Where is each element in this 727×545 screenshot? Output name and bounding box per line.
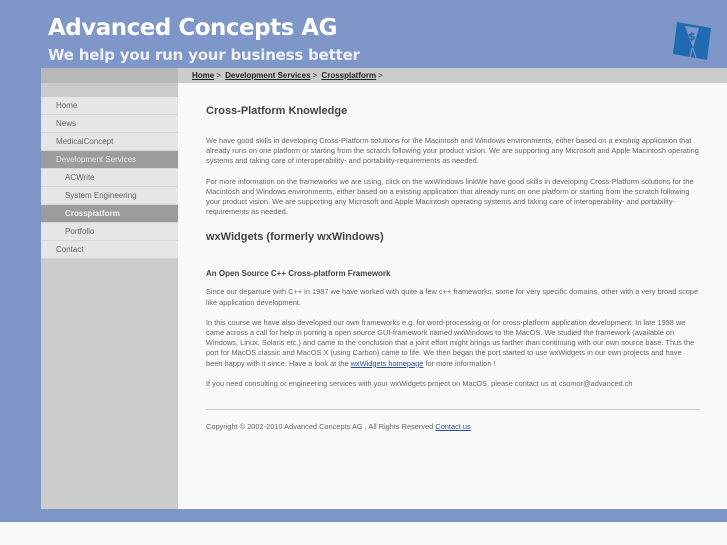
wxwidgets-text-after: for more information ! bbox=[423, 358, 496, 368]
sidebar-spacer bbox=[41, 83, 178, 97]
breadcrumb-separator: > bbox=[216, 71, 221, 80]
contact-paragraph: If you need consulting or engineering services with your wxWidgets project on MacOS, please contact us at csomor@advanced.ch bbox=[206, 378, 633, 388]
intro-paragraph: We have good skills in developing Cross-Platform solutions for the Macintosh and Windows environments, either based on a existing application that already runs on one platform or starting from the scratch following your product vision. We are supporting any Microsoft and Apple Macintosh operating systems and taking care of interoperability- and portability-requirements as needed. bbox=[206, 136, 699, 166]
breadcrumb-separator: > bbox=[312, 71, 318, 80]
section-title-wxwidgets: wxWidgets (formerly wxWindows) bbox=[206, 231, 384, 244]
subsection-title: An Open Source C++ Cross-platform Framework bbox=[206, 269, 391, 279]
site-tagline: We help you run your business better bbox=[48, 46, 360, 64]
breadcrumb-crossplatform-link[interactable]: Crossplatform bbox=[321, 71, 377, 80]
footer-divider bbox=[206, 409, 700, 410]
sidebar bbox=[41, 68, 178, 509]
history-paragraph: Since our departure with C++ in 1987 we have worked with quite a few c++ frameworks, some for very specific domains, other with a very broad scope like application development. bbox=[206, 287, 699, 307]
sidebar-item-news[interactable]: News bbox=[41, 115, 178, 133]
breadcrumb-home-link[interactable]: Home bbox=[192, 71, 215, 80]
svg-text:$: $ bbox=[688, 30, 696, 43]
site-header bbox=[48, 14, 360, 65]
sidebar-header-bar bbox=[41, 68, 178, 83]
article bbox=[206, 104, 700, 442]
main-content bbox=[178, 68, 727, 509]
footer bbox=[206, 422, 700, 432]
sidebar-item-development-services[interactable]: Development Services bbox=[41, 151, 178, 169]
sidebar-item-portfolio[interactable]: Portfolio bbox=[41, 223, 178, 241]
copyright-text: Copyright © 2002-2010 Advanced Concepts AG , All Rights Reserved bbox=[206, 422, 436, 432]
dollar-suit-logo-icon[interactable] bbox=[671, 18, 715, 62]
wxwidgets-text-before: In this course we have also developed our own frameworks e.g. for word-processing or for cross-platform application development. In late 1998 we came across a call for help in porting a open source GUI-framework named wxWindows to the MacOS. We studied the framework (available on Windows, Linux, Solaris etc.) and came to the conclusion that a joint effort might brings us farther than continuing with our own source base. Thus the port for MacOS classic and MacOS X (using Carbon) came to life. We then began the port started to use wxWidgets in our own projects and have been happy with it since. Have a look at the bbox=[206, 317, 695, 368]
wxwidgets-homepage-link[interactable]: wxWidgets homepage bbox=[350, 358, 424, 368]
page-title: Cross-Platform Knowledge bbox=[206, 105, 348, 117]
sidebar-item-acwrite[interactable]: ACWrite bbox=[41, 169, 178, 187]
sidebar-item-home[interactable]: Home bbox=[41, 97, 178, 115]
breadcrumb-separator: > bbox=[378, 71, 383, 80]
wxwidgets-paragraph bbox=[206, 318, 700, 369]
contact-us-link[interactable]: Contact us bbox=[435, 422, 471, 432]
sidebar-item-contact[interactable]: Contact bbox=[41, 241, 178, 259]
frameworks-paragraph: For more information on the frameworks we are using, click on the wxWindows linkWe have good skills in developing Cross-Platform solutions for the Macintosh and Windows environments, either based on a existing application that already runs on one platform or starting from the scratch following your product vision. We are supporting any Microsoft and Apple Macintosh operating systems and taking care of interoperability- and portability-requirements as needed. bbox=[206, 176, 694, 217]
breadcrumb-development-services-link[interactable]: Development Services bbox=[225, 71, 311, 80]
site-title: Advanced Concepts AG bbox=[48, 15, 337, 41]
breadcrumb bbox=[178, 68, 727, 83]
sidebar-item-crossplatform[interactable]: Crossplatform bbox=[41, 205, 178, 223]
page-container bbox=[41, 68, 727, 509]
sidebar-nav bbox=[41, 97, 178, 259]
sidebar-item-medicalconcept[interactable]: MedicalConcept bbox=[41, 133, 178, 151]
sidebar-item-system-engineering[interactable]: System Engineering bbox=[41, 187, 178, 205]
